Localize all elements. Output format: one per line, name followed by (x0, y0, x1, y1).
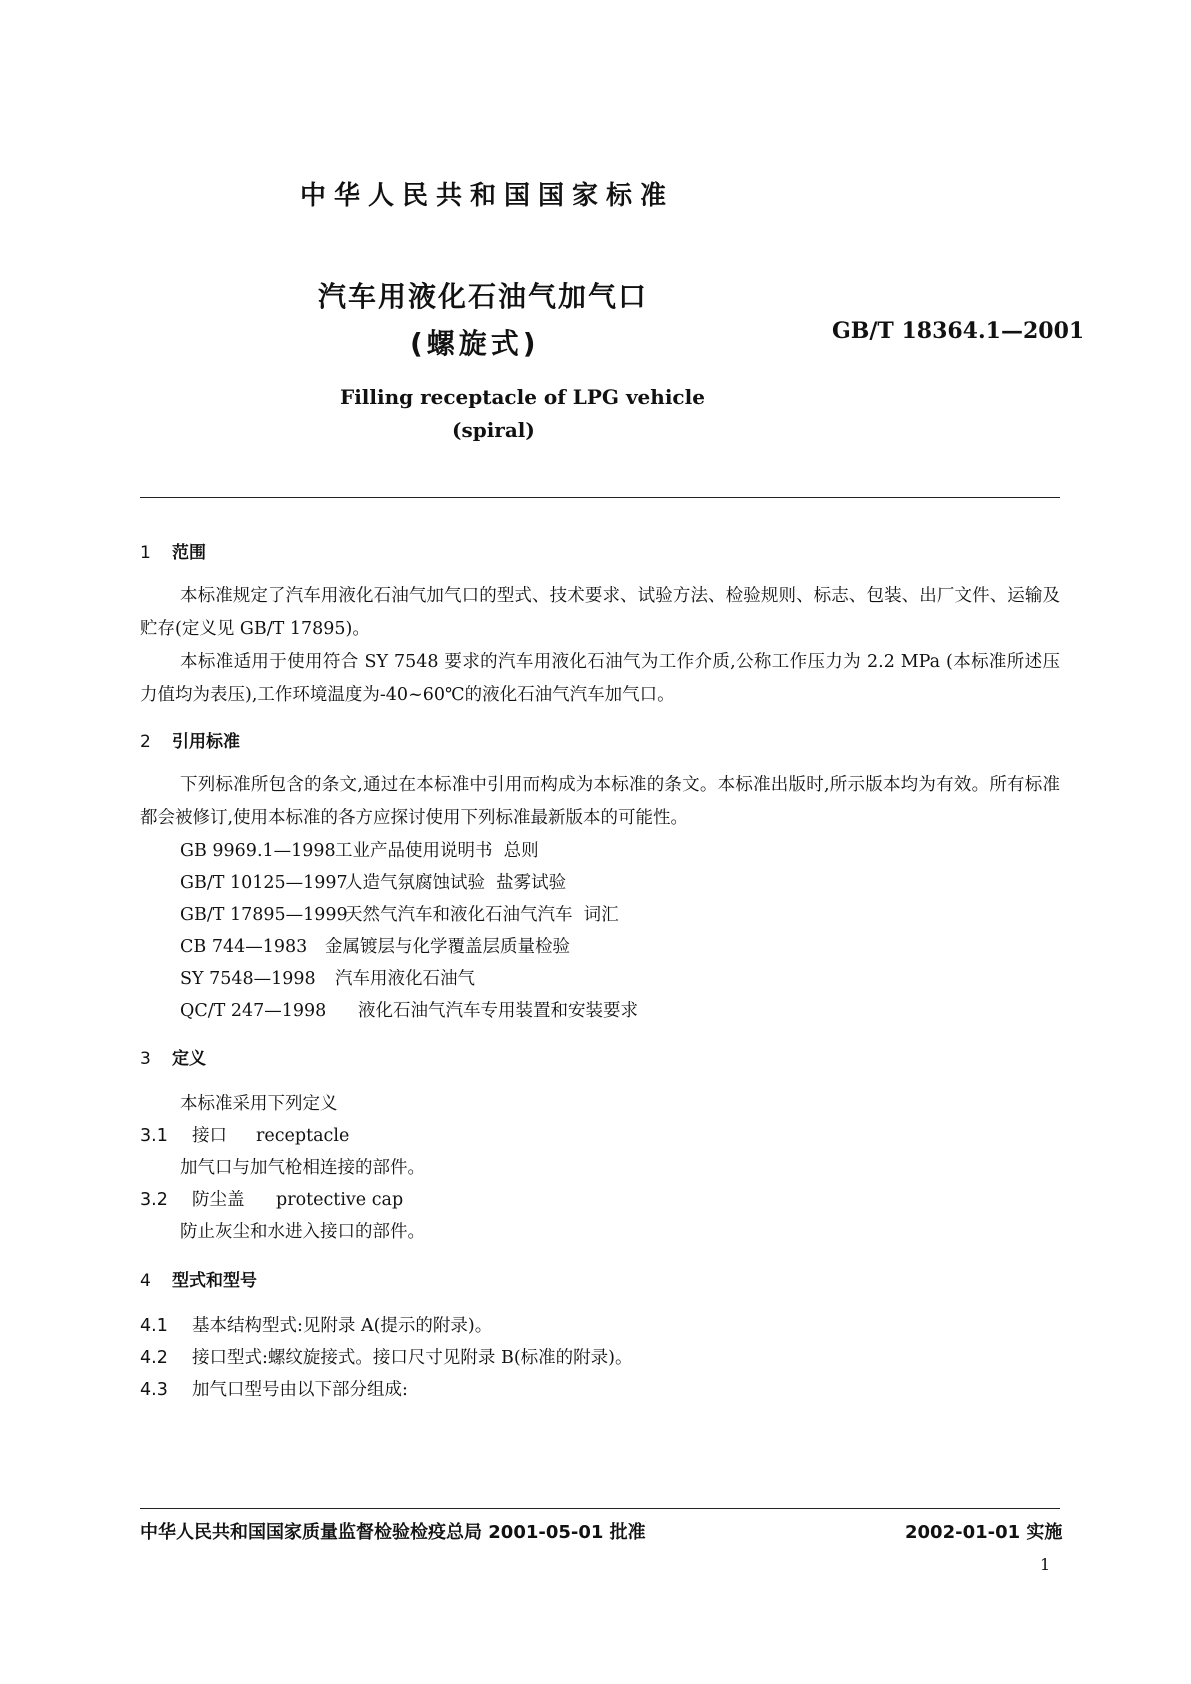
reference-code: SY 7548—1998 (180, 969, 316, 989)
reference-code: CB 744—1983 (180, 937, 308, 957)
section-title: 定义 (172, 1049, 206, 1069)
implementation-date: 2002-01-01 实施 (905, 1522, 1063, 1543)
section-number: 1 (140, 543, 151, 563)
document-title-cn: 汽车用液化石油气加气口 (318, 280, 649, 313)
definitions-intro: 本标准采用下列定义 (180, 1094, 338, 1114)
document-subtitle-en: (spiral) (452, 418, 535, 442)
reference-code: GB/T 17895—1999 (180, 905, 348, 925)
type-item (140, 1376, 408, 1401)
section-title: 引用标准 (172, 732, 240, 752)
national-standard-heading: 中华人民共和国国家标准 (300, 181, 675, 211)
references-intro-paragraph: 下列标准所包含的条文,通过在本标准中引用而构成为本标准的条文。本标准出版时,所示版本均为有效。所有标准都会被修订,使用本标准的各方应探讨使用下列标准最新版本的可能性。 (140, 775, 1060, 828)
section-number: 4 (140, 1271, 151, 1291)
definition-term-row (140, 1122, 349, 1147)
section-3-heading (140, 1044, 206, 1069)
footer-divider (140, 1508, 1060, 1509)
document-title-en: Filling receptacle of LPG vehicle (340, 385, 705, 409)
item-number: 4.1 (140, 1316, 168, 1336)
reference-title: 工业产品使用说明书 总则 (335, 841, 539, 861)
item-number: 4.2 (140, 1348, 168, 1368)
definition-term: 防尘盖 (192, 1190, 245, 1210)
item-number: 4.3 (140, 1380, 168, 1400)
section-2-heading (140, 727, 240, 752)
definition-term: 接口 (192, 1126, 227, 1146)
section-number: 3 (140, 1049, 151, 1069)
section-title: 型式和型号 (172, 1271, 257, 1291)
definition-text: 加气口与加气枪相连接的部件。 (180, 1158, 425, 1178)
document-subtitle-cn: (螺旋式) (410, 327, 540, 360)
reference-title: 金属镀层与化学覆盖层质量检验 (325, 937, 570, 957)
scope-paragraph-2: 本标准适用于使用符合 SY 7548 要求的汽车用液化石油气为工作介质,公称工作压力为 2.2 MPa (本标准所述压力值均为表压),工作环境温度为-40~60℃的液化石油气汽车加气口。 (140, 652, 1060, 705)
definition-number: 3.2 (140, 1190, 168, 1210)
reference-code: GB 9969.1—1998 (180, 841, 336, 861)
reference-item (180, 867, 566, 899)
definition-number: 3.1 (140, 1126, 168, 1146)
section-4-heading (140, 1266, 257, 1291)
definition-term-en: protective cap (276, 1190, 404, 1210)
type-item (140, 1344, 632, 1369)
reference-item (180, 835, 539, 867)
item-text: 基本结构型式:见附录 A(提示的附录)。 (192, 1316, 493, 1336)
reference-item (180, 963, 475, 995)
approval-line: 中华人民共和国国家质量监督检验检疫总局 2001-05-01 批准 (140, 1522, 646, 1543)
definition-term-en: receptacle (256, 1126, 350, 1146)
reference-title: 人造气氛腐蚀试验 盐雾试验 (345, 873, 567, 893)
reference-title: 天然气汽车和液化石油气汽车 词汇 (345, 905, 619, 925)
reference-item (180, 899, 619, 931)
reference-item (180, 995, 638, 1027)
section-number: 2 (140, 732, 151, 752)
reference-title: 汽车用液化石油气 (335, 969, 475, 989)
reference-item (180, 931, 570, 963)
definition-term-row (140, 1186, 403, 1211)
page-number: 1 (1040, 1555, 1051, 1574)
reference-code: GB/T 10125—1997 (180, 873, 348, 893)
type-item (140, 1312, 492, 1337)
item-text: 加气口型号由以下部分组成: (192, 1380, 408, 1400)
reference-code: QC/T 247—1998 (180, 1001, 327, 1021)
definition-text: 防止灰尘和水进入接口的部件。 (180, 1222, 425, 1242)
section-1-heading (140, 538, 206, 563)
header-divider (140, 497, 1060, 498)
item-text: 接口型式:螺纹旋接式。接口尺寸见附录 B(标准的附录)。 (192, 1348, 633, 1368)
section-title: 范围 (172, 543, 206, 563)
scope-paragraph-1: 本标准规定了汽车用液化石油气加气口的型式、技术要求、试验方法、检验规则、标志、包装、出厂文件、运输及贮存(定义见 GB/T 17895)。 (140, 586, 1060, 639)
reference-title: 液化石油气汽车专用装置和安装要求 (358, 1001, 638, 1021)
standard-number: GB/T 18364.1—2001 (832, 318, 1085, 344)
